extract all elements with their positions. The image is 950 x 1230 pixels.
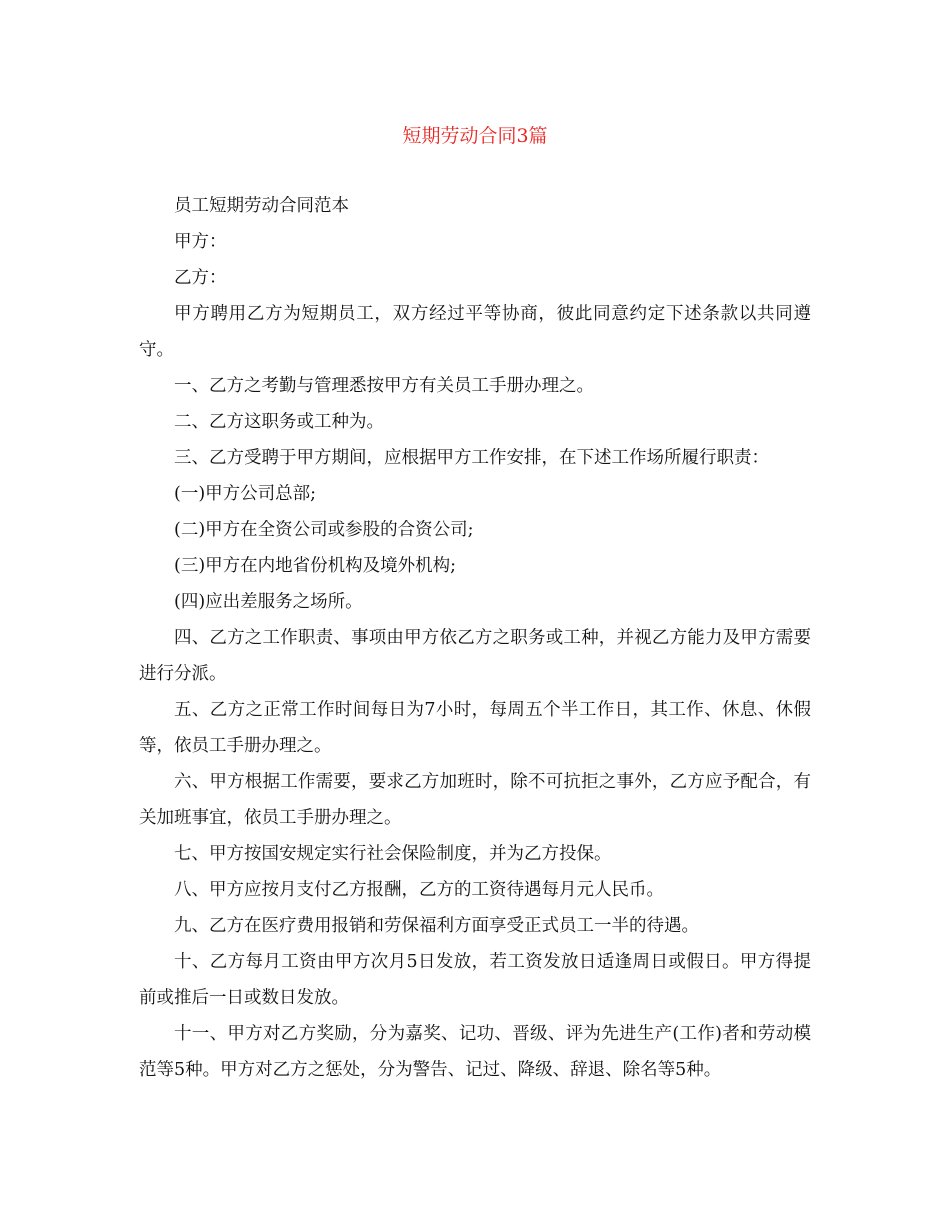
paragraph: 乙方： [174, 268, 227, 288]
paragraph: 九、乙方在医疗费用报销和劳保福利方面享受正式员工一半的待遇。 [174, 916, 699, 936]
paragraph: 三、乙方受聘于甲方期间，应根据甲方工作安排，在下述工作场所履行职责： [174, 448, 769, 468]
paragraph: 二、乙方这职务或工种为。 [174, 412, 384, 432]
paragraph: 甲方： [174, 232, 227, 252]
paragraph: 八、甲方应按月支付乙方报酬，乙方的工资待遇每月元人民币。 [174, 880, 664, 900]
paragraph: 五、乙方之正常工作时间每日为7小时，每周五个半工作日，其工作、休息、休假等，依员工手册办理之。 [139, 700, 811, 756]
paragraph: 四、乙方之工作职责、事项由甲方依乙方之职务或工种，并视乙方能力及甲方需要进行分派。 [139, 628, 811, 684]
paragraph: 员工短期劳动合同范本 [174, 196, 349, 216]
paragraph: 甲方聘用乙方为短期员工，双方经过平等协商，彼此同意约定下述条款以共同遵守。 [139, 304, 811, 360]
paragraph: (三)甲方在内地省份机构及境外机构; [174, 556, 457, 576]
document-title: 短期劳动合同3篇 [402, 125, 548, 147]
paragraph: (四)应出差服务之场所。 [174, 592, 363, 612]
paragraph: 十、乙方每月工资由甲方次月5日发放，若工资发放日适逢周日或假日。甲方得提前或推后一日或数日发放。 [139, 952, 811, 1008]
paragraph: 一、乙方之考勤与管理悉按甲方有关员工手册办理之。 [174, 376, 594, 396]
paragraph: 十一、甲方对乙方奖励，分为嘉奖、记功、晋级、评为先进生产(工作)者和劳动模范等5种。甲方对乙方之惩处，分为警告、记过、降级、辞退、除名等5种。 [139, 1024, 811, 1080]
paragraph: (一)甲方公司总部; [174, 484, 317, 504]
paragraph: 七、甲方按国安规定实行社会保险制度，并为乙方投保。 [174, 844, 612, 864]
paragraph: 六、甲方根据工作需要，要求乙方加班时，除不可抗拒之事外，乙方应予配合，有关加班事宜，依员工手册办理之。 [139, 772, 811, 828]
document-body [139, 188, 811, 1088]
paragraph: (二)甲方在全资公司或参股的合资公司; [174, 520, 474, 540]
